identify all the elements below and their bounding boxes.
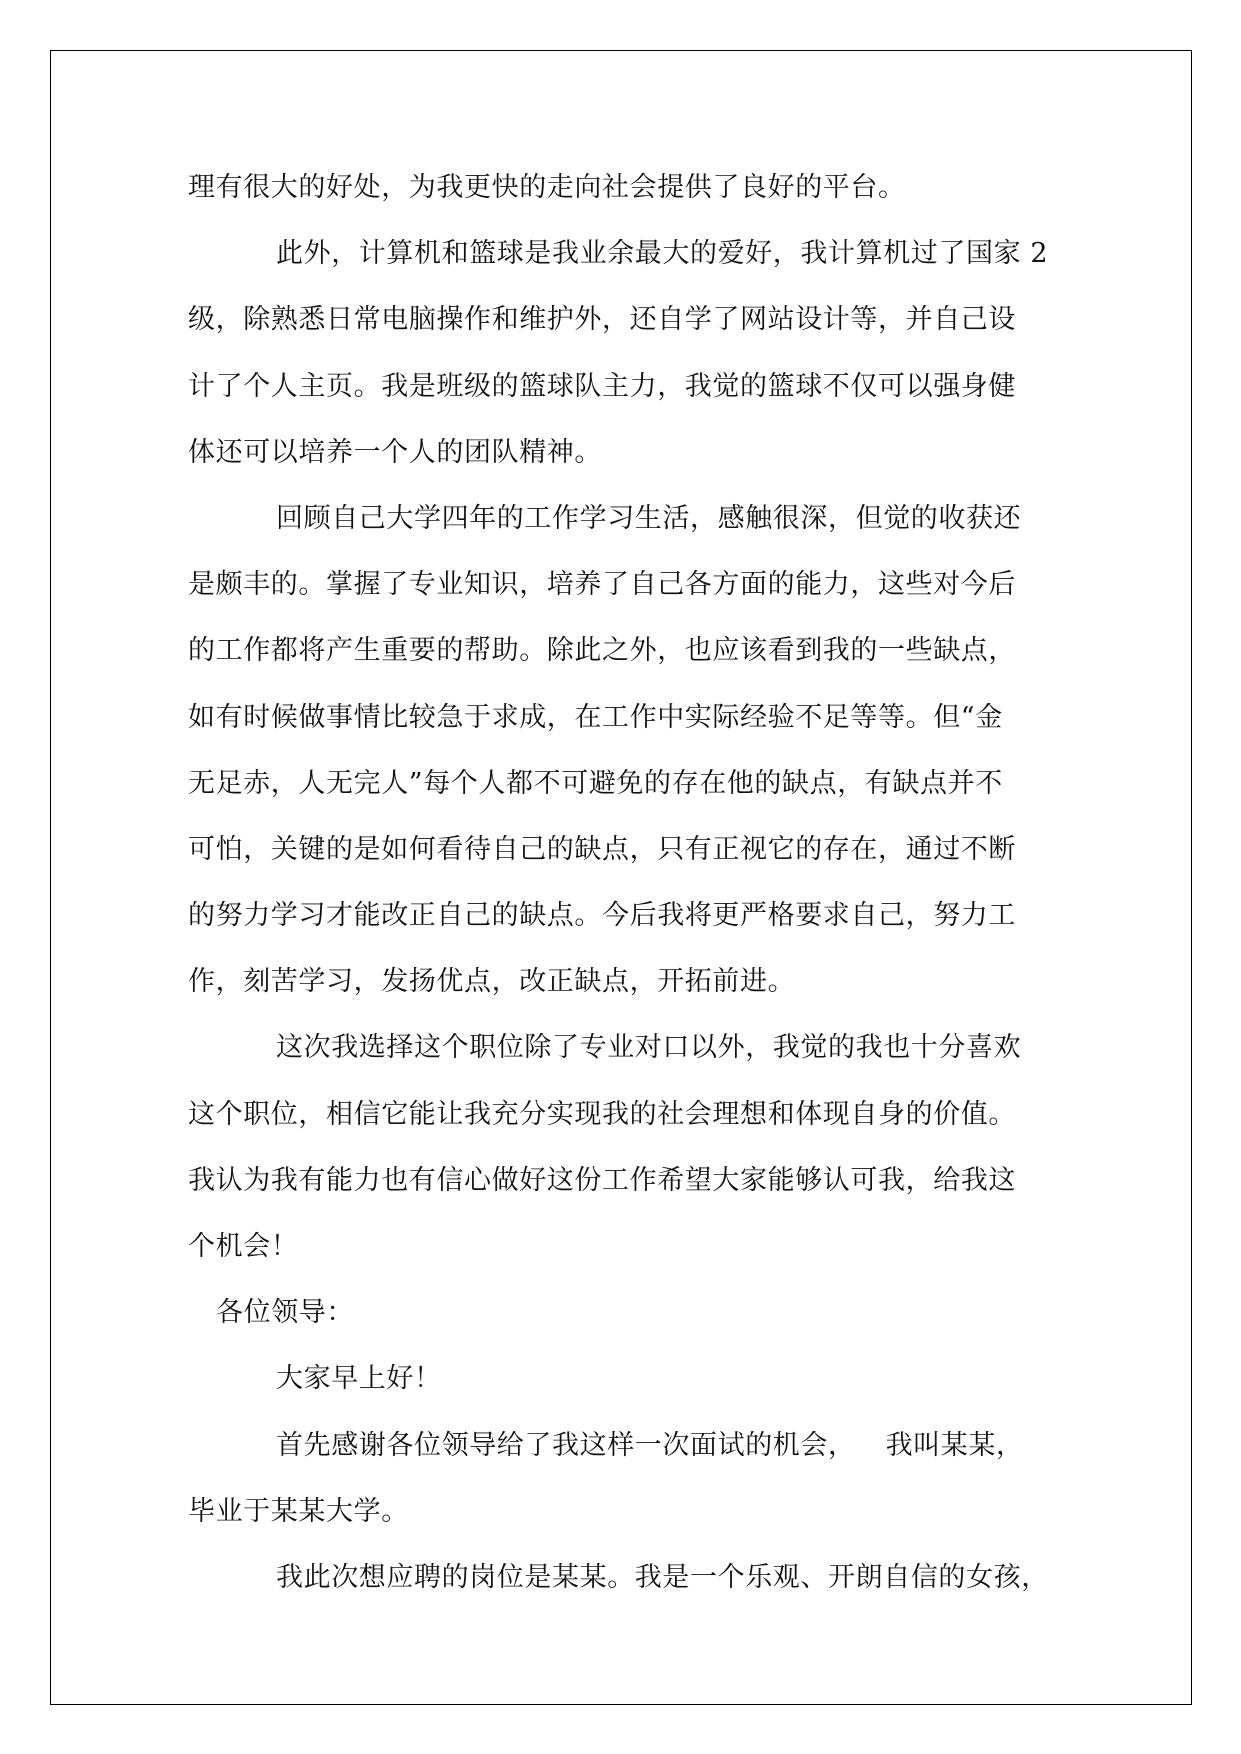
text-line: 此外，计算机和篮球是我业余最大的爱好，我计算机过了国家 2 xyxy=(276,238,1049,270)
text-line: 作，刻苦学习，发扬优点，改正缺点，开拓前进。 xyxy=(188,966,796,998)
text-line: 回顾自己大学四年的工作学习生活，感触很深，但觉的收获还 xyxy=(276,502,1022,534)
text-line: 可怕，关键的是如何看待自己的缺点，只有正视它的存在，通过不断 xyxy=(188,833,1016,865)
text-line: 的努力学习才能改正自己的缺点。今后我将更严格要求自己，努力工 xyxy=(188,900,1016,932)
text-line: 计了个人主页。我是班级的篮球队主力，我觉的篮球不仅可以强身健 xyxy=(188,370,1016,402)
text-line: 毕业于某某大学。 xyxy=(188,1495,409,1527)
text-line: 理有很大的好处，为我更快的走向社会提供了良好的平台。 xyxy=(188,172,906,203)
text-segment: 首先感谢各位领导给了我这样一次面试的机会， xyxy=(276,1429,856,1461)
text-line: 这次我选择这个职位除了专业对口以外，我觉的我也十分喜欢 xyxy=(276,1032,1022,1064)
text-line: 个机会！ xyxy=(188,1231,299,1262)
greeting: 大家早上好！ xyxy=(276,1363,442,1395)
text-line: 是颇丰的。掌握了专业知识，培养了自己各方面的能力，这些对今后 xyxy=(188,569,1016,601)
salutation: 各位领导： xyxy=(216,1297,354,1329)
document-body xyxy=(188,155,1068,1611)
text-line: 级，除熟悉日常电脑操作和维护外，还自学了网站设计等，并自己设 xyxy=(188,304,1016,336)
text-line: 无足赤，人无完人”每个人都不可避免的存在他的缺点，有缺点并不 xyxy=(188,767,1003,799)
text-line: 这个职位，相信它能让我充分实现我的社会理想和体现自身的价值。 xyxy=(188,1098,1016,1130)
text-line xyxy=(188,1413,1068,1479)
text-line: 我此次想应聘的岗位是某某。我是一个乐观、开朗自信的女孩， xyxy=(276,1561,1049,1593)
text-line: 的工作都将产生重要的帮助。除此之外，也应该看到我的一些缺点， xyxy=(188,635,1016,667)
text-line: 体还可以培养一个人的团队精神。 xyxy=(188,436,602,468)
text-line: 如有时候做事情比较急于求成，在工作中实际经验不足等等。但“金 xyxy=(188,701,1003,733)
text-line: 我认为我有能力也有信心做好这份工作希望大家能够认可我，给我这 xyxy=(188,1164,1016,1196)
text-segment: 我叫某某， xyxy=(885,1429,1024,1461)
